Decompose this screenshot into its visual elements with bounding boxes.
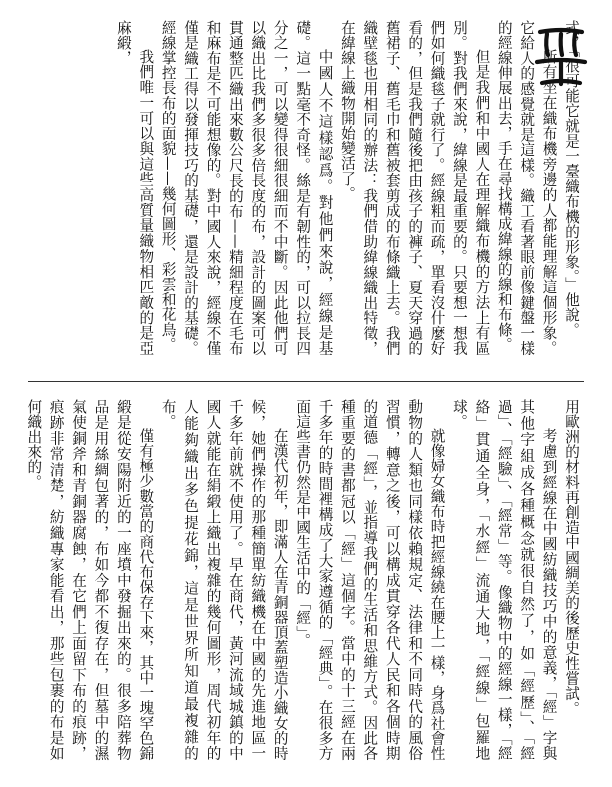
paragraph: 僅有極少數當的商代布保存下來，其中一塊罕色錦緞是從安陽附近的一座墳中發掘出來的。很多陪葬物品是用絲綢包著的，布如今都不復存在，但墓中的濕氣使銅斧和青銅器腐蝕，在它們上面留下布的痕跡，痕跡非常清楚，紡織專家能看出，那些包裹的布是如何織出來的。: [25, 399, 155, 761]
paragraph: 用歐洲的材料再創造中國綢美的後歷史性嘗試。: [563, 399, 580, 717]
paragraph: 但是我們和中國人在理解織布機的方法上有區別。對我們來說，緯線是最重要的。只要想一想我們如何織毯子就行了。經線粗而疏，單看沒什麼好看的，但是我們隨後把由孩子的褲子、夏天穿過的舊裙子、舊毛巾和舊被套剪成的布條織上去。我們織壁毯也用相同的辦法：我們借助緯線織出特徵，在緯線上織物開始變活了。: [338, 20, 491, 356]
paragraph: 我們唯一可以與這些高質量織物相匹敵的是亞麻緞，: [114, 20, 155, 356]
top-text-block: [114, 20, 582, 356]
paragraph: 式，「很可能它就是一臺織布機的形象。」他說。: [563, 20, 580, 338]
section-divider: [28, 381, 584, 382]
paragraph: 所有坐在織布機旁邊的人都能理解這個形象。它給人的感覺就是這樣。織工看著眼前像鍵盤一樣的經線伸展出去，手在尋找構成緯線的線和布條。: [495, 20, 558, 356]
paragraph: 就像婦女織布時把經線繞在腰上一樣，身爲社會性動物的人類也同樣依賴規定、法律和不同時代的風俗習慣，轉意之後，可以構成貫穿各代人民和各個時期的道德「經」，並指導我們的生活和思維方式。因此各種重要的書都冠以「經」這個字。當中的十三經在兩千多年的時間裡構成了大家遵循的「經典」。在很多方面這些書仍然是中國生活中的「經」。: [294, 399, 446, 761]
paragraph: 在漢代初年，即滿人在青銅器頂蓋塑造小織女的時候，她們操作的那種簡單紡織機在中國的先進地區一千多年前就不使用了。早在商代，黃河流域城鎮的中國人就能在絹緞上織出複雜的幾何圖形，周代初年的人能夠織出多色提花錦，這是世界所知道最複雜的布。: [159, 399, 289, 761]
bottom-text-block: [25, 399, 582, 761]
paragraph: 中國人不這樣認爲。對他們來說，經線是基礎。這一點毫不奇怪。絲是有韌性的，可以拉長四分之一，可以變得很細很細而不中斷。因此他們可以織出比我們多很多倍長度的布，設計的圖案可以貫通整匹織出來數公尺長的布——精細程度在毛布和麻布是不可能想像的。對中國人來說，經線不僅僅是織工得以發揮技巧的基礎，還是設計的基礎。經線掌控長布的面貌——幾何圖形、彩雲和花鳥。: [159, 20, 334, 356]
paragraph: 考慮到經線在中國紡織技巧中的意義，「經」字與其他字組成各種概念就很自然了，如「經歷」、「經過」、「經驗」、「經常」等。像織物中的經線一樣，「經絡」貫通全身，「水經」流通大地，「經線」包羅地球。: [450, 399, 558, 761]
